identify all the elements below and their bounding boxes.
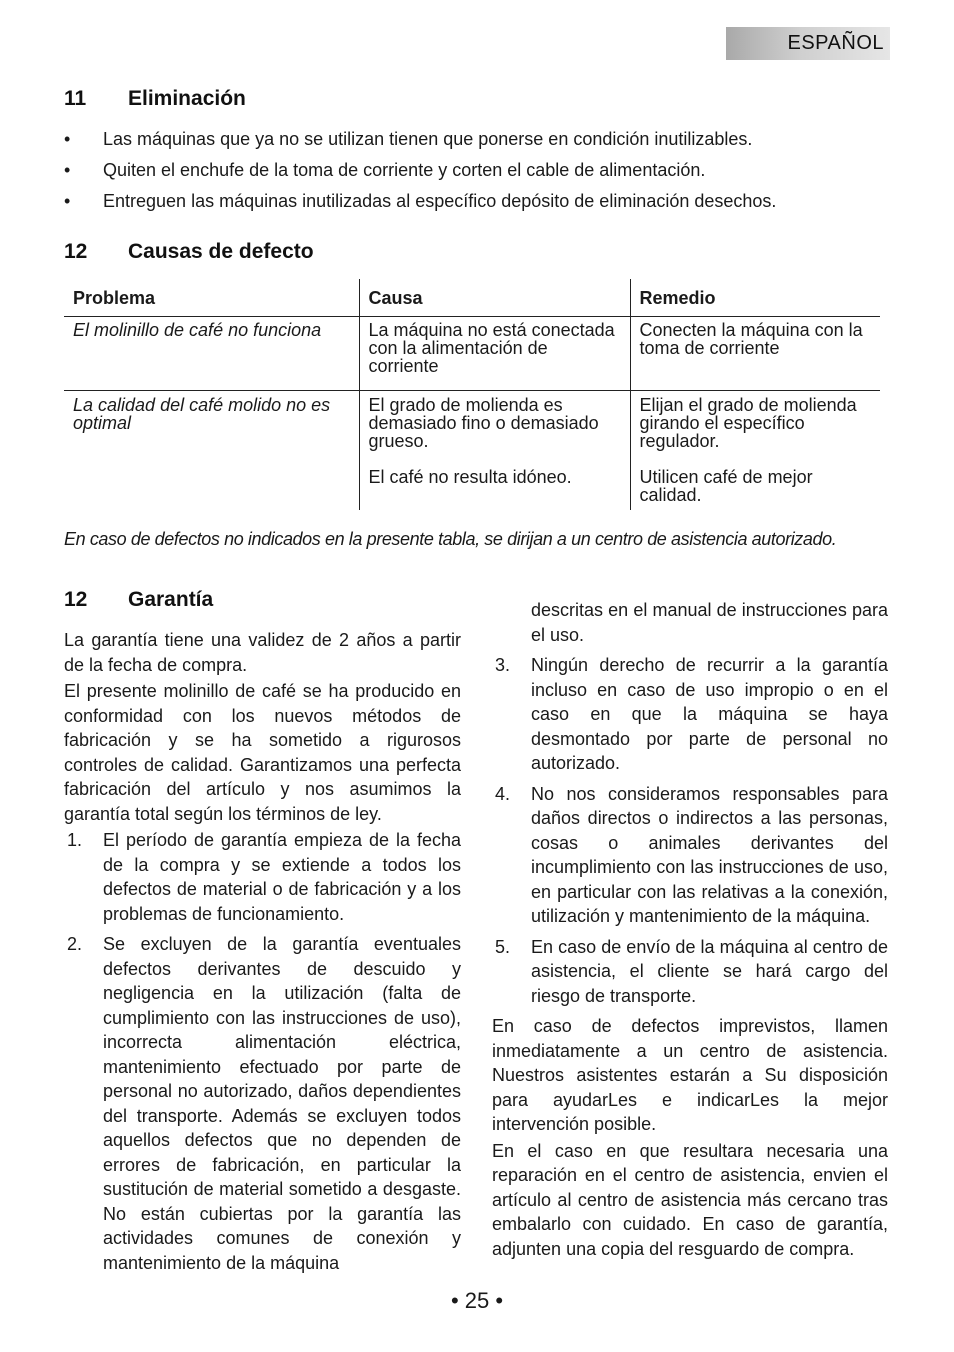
problem-cell bbox=[64, 391, 359, 511]
column-header-cause: Causa bbox=[359, 279, 630, 317]
warranty-list-continued bbox=[492, 598, 888, 1008]
section-title: Causas de defecto bbox=[128, 240, 314, 263]
list-item-text: Entreguen las máquinas inutilizadas al específico depósito de eliminación desechos. bbox=[103, 191, 777, 211]
bullet-icon: • bbox=[64, 160, 71, 180]
section-number: 12 bbox=[64, 240, 88, 263]
column-header-problem: Problema bbox=[64, 279, 359, 317]
cause-text: El café no resulta idóneo. bbox=[368, 467, 572, 487]
item-text: Se excluyen de la garantía eventuales defectos derivantes de descuido y negligencia en la utilización (falta de cumplimiento con las instrucciones de uso), incorrecta alimentación eléctrica, mantenimiento efectuado por parte de personal no autorizado, daños dependientes del transporte. Además se excluyen todos aquellos defectos que no dependen de errores de fabricación, en particular la sustitución de material sometido a desgaste. No están cubiertas por la garantía las actividades comunes de conexión y mantenimiento de la máquina bbox=[103, 934, 461, 1273]
section-title: Garantía bbox=[128, 588, 214, 611]
paragraph: En caso de defectos imprevistos, llamen inmediatamente a un centro de asistencia. Nuestros asistentes estarán a Su disposición para ayudarLes e indicarLes la mejor intervención posible. bbox=[492, 1016, 888, 1134]
remedy-text: Elijan el grado de molienda girando el específico regulador. bbox=[639, 395, 857, 451]
cause-cell bbox=[359, 391, 630, 511]
list-item bbox=[492, 598, 888, 647]
remedy-text: Utilicen café de mejor calidad. bbox=[639, 467, 813, 505]
section-number: 12 bbox=[64, 588, 88, 611]
language-tab: ESPAÑOL bbox=[726, 27, 890, 60]
list-item bbox=[64, 188, 894, 219]
item-number: 4. bbox=[495, 783, 511, 804]
cause-cell bbox=[359, 317, 630, 391]
problem-text: El molinillo de café no funciona bbox=[73, 320, 322, 340]
page-number: • 25 • bbox=[450, 1288, 504, 1313]
remedy-cell bbox=[630, 391, 880, 511]
remedy-cell bbox=[630, 317, 880, 391]
item-text: No nos consideramos responsables para daños directos o indirectos a las personas, cosas o animales derivantes del incumplimiento con las instrucciones de uso, en particular con las relativas a la conexión, utilización y mantenimiento de la máquina. bbox=[531, 783, 888, 926]
disposal-list bbox=[64, 126, 894, 219]
table-row bbox=[64, 317, 880, 391]
list-item bbox=[64, 126, 894, 157]
item-number: 3. bbox=[495, 655, 511, 675]
list-item bbox=[492, 653, 888, 776]
list-item bbox=[492, 935, 888, 1009]
item-text: El período de garantía empieza de la fecha de la compra y se extiende a todos los defectos de material o de fabricación y a los problemas de funcionamiento. bbox=[103, 830, 461, 924]
list-item bbox=[64, 828, 461, 926]
list-item bbox=[64, 157, 894, 188]
item-number: 1. bbox=[67, 830, 83, 850]
item-number: 2. bbox=[67, 934, 83, 954]
section-title: Eliminación bbox=[128, 87, 246, 110]
table-row bbox=[64, 391, 880, 511]
warranty-list bbox=[64, 828, 461, 1275]
list-item bbox=[64, 932, 461, 1275]
cause-text: El grado de molienda es demasiado fino o demasiado grueso. bbox=[368, 395, 599, 451]
defects-table bbox=[64, 279, 880, 510]
warranty-column-right bbox=[492, 598, 888, 1263]
list-item-text: Las máquinas que ya no se utilizan tienen que ponerse en condición inutilizables. bbox=[103, 129, 753, 149]
cause-text: La máquina no está conectada con la alimentación de corriente bbox=[368, 320, 615, 376]
section-number: 11 bbox=[64, 87, 87, 110]
problem-text: La calidad del café molido no es optimal bbox=[73, 395, 331, 433]
paragraph: En el caso en que resultara necesaria una reparación en el centro de asistencia, envien el artículo al centro de asistencia más cercano tras embalarlo con cuidado. En caso de garantía, adjunten una copia del resguardo de compra. bbox=[492, 1140, 888, 1259]
list-item-text: Quiten el enchufe de la toma de corriente y corten el cable de alimentación. bbox=[103, 160, 706, 180]
problem-cell bbox=[64, 317, 359, 391]
table-header-row bbox=[64, 279, 880, 317]
item-text: En caso de envío de la máquina al centro de asistencia, el cliente se hará cargo del riesgo de transporte. bbox=[531, 936, 888, 1006]
item-number: 5. bbox=[495, 936, 511, 957]
item-text: Ningún derecho de recurrir a la garantía incluso en caso de uso impropio o en el caso en que la máquina se haya desmontado por parte de personal no autorizado. bbox=[531, 655, 888, 773]
section-11-heading bbox=[64, 87, 246, 111]
column-header-remedy: Remedio bbox=[630, 279, 880, 317]
list-item bbox=[492, 782, 888, 929]
bullet-icon: • bbox=[64, 191, 71, 211]
paragraph: El presente molinillo de café se ha producido en conformidad con los nuevos métodos de fabricación y se ha sometido a rigurosos controles de calidad. Garantizamos una perfecta fabricación del artículo y nos asumimos la garantía total según los términos de ley. bbox=[64, 681, 461, 824]
warranty-heading bbox=[64, 588, 213, 612]
item-text: descritas en el manual de instrucciones para el uso. bbox=[531, 600, 888, 645]
bullet-icon: • bbox=[64, 129, 71, 149]
paragraph: La garantía tiene una validez de 2 años a partir de la fecha de compra. bbox=[64, 630, 461, 675]
remedy-text: Conecten la máquina con la toma de corriente bbox=[639, 320, 863, 358]
table-note: En caso de defectos no indicados en la presente tabla, se dirijan a un centro de asistencia autorizado. bbox=[64, 529, 837, 549]
warranty-column-left bbox=[64, 628, 461, 1281]
section-12-heading bbox=[64, 240, 314, 264]
